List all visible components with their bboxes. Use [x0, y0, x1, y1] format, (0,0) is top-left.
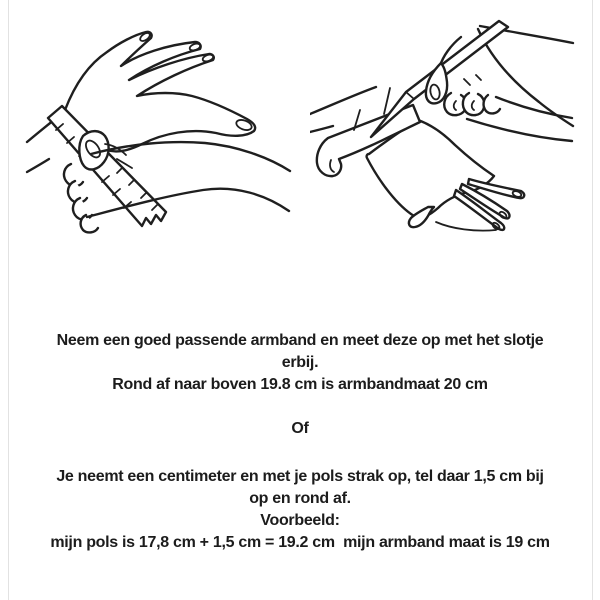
- mark-strip-with-pen-illustration: [310, 18, 575, 258]
- method1-line-1: Neem een goed passende armband en meet deze op met het slotje: [56, 332, 544, 349]
- upper-arm: [440, 26, 573, 141]
- method2-line-3: Voorbeeld:: [260, 512, 340, 529]
- method1-line-2: erbij.: [281, 354, 319, 371]
- pen-holding-hand: [426, 63, 500, 115]
- measure-wrist-with-tape-illustration: [25, 18, 305, 258]
- measuring-tape-illustration-svg: [25, 18, 305, 253]
- method2-line-1: Je neemt een centimeter en met je pols strak op, tel daar 1,5 cm bij: [56, 468, 544, 485]
- method2-line-4: mijn pols is 17,8 cm + 1,5 cm = 19.2 cm mijn armband maat is 19 cm: [50, 534, 550, 551]
- separator-of: Of: [291, 420, 309, 437]
- instructions: [0, 330, 600, 554]
- pen-marking-illustration-svg: [310, 18, 575, 253]
- pen-thumb: [426, 63, 447, 103]
- method2-line-2: op en rond af.: [249, 490, 351, 507]
- mark-line: [384, 88, 390, 114]
- gripping-hand: [64, 131, 290, 232]
- method1-line-3: Rond af naar boven 19.8 cm is armbandmaat 20 cm: [112, 376, 488, 393]
